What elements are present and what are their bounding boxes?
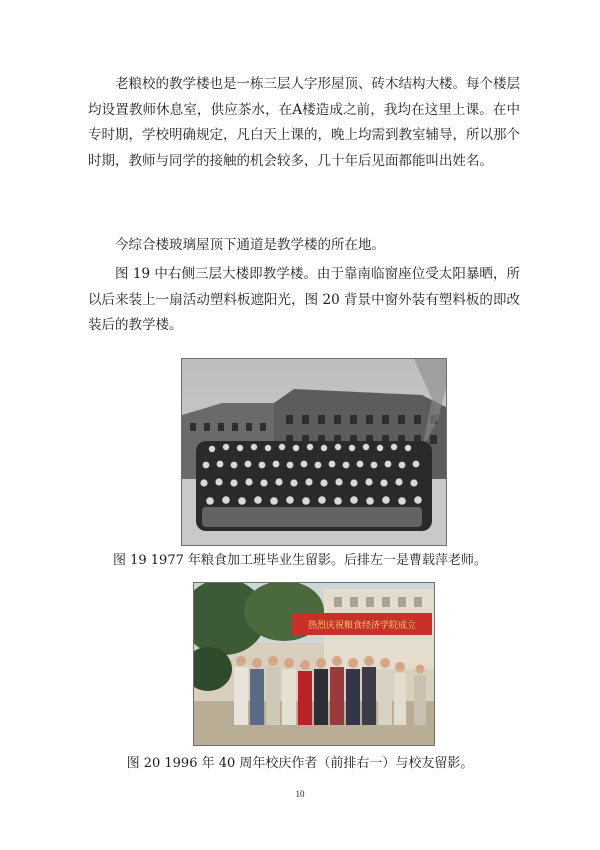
group-photo-bw xyxy=(182,359,446,545)
figure-19-caption: 图 19 1977 年粮食加工班毕业生留影。后排左一是曹载萍老师。 xyxy=(112,553,488,568)
figure-20-photo xyxy=(193,582,435,746)
figure-19-photo xyxy=(181,358,447,546)
paragraph-1: 老粮校的教学楼也是一栋三层人字形屋顶、砖木结构大楼。每个楼层均设置教师休息室，供应茶水，在A楼造成之前，我均在这里上课。在中专时期，学校明确规定，凡白天上课的，晚上均需到教室辅导，所以那个时期，教师与同学的接触的机会较多，几十年后见面都能叫出姓名。 xyxy=(88,76,520,169)
page-number: 10 xyxy=(295,789,305,799)
group-photo-color xyxy=(194,583,434,745)
paragraph-3: 图 19 中右侧三层大楼即教学楼。由于靠南临窗座位受太阳暴晒，所以后来装上一扇活动塑料板遮阳光，图 20 背景中窗外装有塑料板的即改装后的教学楼。 xyxy=(88,266,520,333)
paragraph-2: 今综合楼玻璃屋顶下通道是教学楼的所在地。 xyxy=(115,237,385,253)
figure-20-caption: 图 20 1996 年 40 周年校庆作者（前排右一）与校友留影。 xyxy=(126,756,474,771)
banner-text: 热烈庆祝粮食经济学院成立 xyxy=(307,621,417,631)
